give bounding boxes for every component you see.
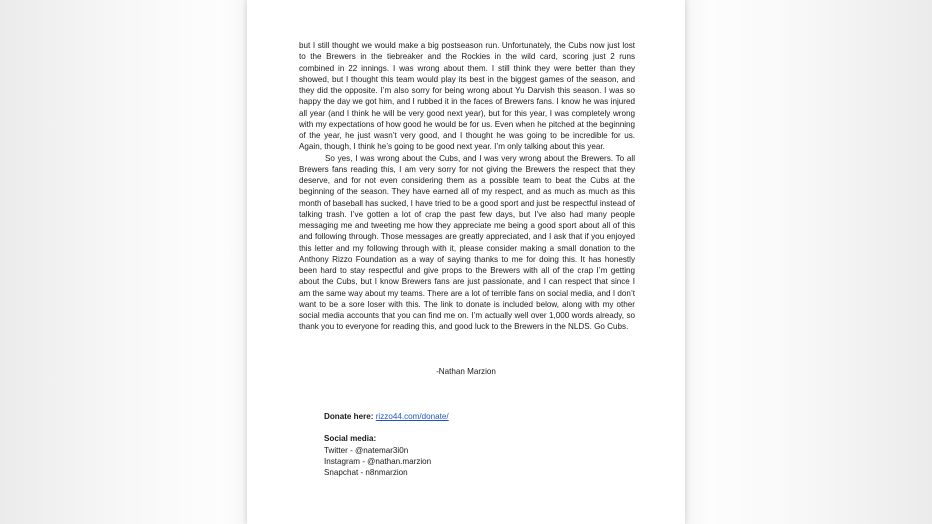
letter-paragraph-1: but I still thought we would make a big postseason run. Unfortunately, the Cubs now just lost to the Brewers in the tiebreaker and the Rockies in the wild card, scoring just 2 runs combined in 22 innings. I was wrong about them. I still think they were better than they showed, but I thought this team would play its best in the biggest games of the season, and they did the opposite. I’m also sorry for being wrong about Yu Darvish this season. I was so happy the day we got him, and I rubbed it in the faces of Brewers fans. I know he was injured all year (and I think he will be very good next year), but for this year, I was completely wrong with my expectations of how good he would be for us. Even when he pitched at the beginning of the year, he just wasn’t very good, and I thought he was going to be incredible for us. Again, though, I think he’s going to be good next year. I’m only talking about this year. bbox=[299, 41, 635, 152]
social-instagram: Instagram - @nathan.marzion bbox=[324, 456, 432, 466]
donate-row bbox=[324, 411, 449, 422]
signature: -Nathan Marzion bbox=[436, 367, 496, 376]
letter-body bbox=[299, 40, 635, 333]
social-twitter: Twitter - @natemar3i0n bbox=[324, 445, 409, 455]
donate-label: Donate here: bbox=[324, 412, 374, 421]
social-heading: Social media: bbox=[324, 434, 377, 444]
links-section bbox=[324, 411, 449, 478]
letter-paragraph-2: So yes, I was wrong about the Cubs, and I was very wrong about the Brewers. To all Brewers fans reading this, I am very sorry for not giving the Brewers the respect that they deserve, and for not even considering them as a possible team to beat the Cubs at the beginning of the season. They have earned all of my respect, and as much as much as this month of baseball has sucked, I have tried to be a good sport and just be respectful instead of talking trash. I’ve gotten a lot of crap the past few days, but I’ve also had many people messaging me and tweeting me how they appreciate me being a good sport about all of this and following through. Those messages are greatly appreciated, and I ask that if you enjoyed this letter and my following through with it, please consider making a small donation to the Anthony Rizzo Foundation as a way of saying thanks to me for doing this. It has honestly been hard to stay respectful and give props to the Brewers with all of the crap I’m getting about the Cubs, but I know Brewers fans are just passionate, and I can respect that since I am the same way about my teams. There are a lot of terrible fans on social media, and I don’t want to be a sore loser with this. The link to donate is included below, along with my other social media accounts that you can find me on. I’m actually well over 1,000 words already, so thank you to everyone for reading this, and good luck to the Brewers in the NLDS. Go Cubs. bbox=[299, 153, 635, 332]
document-page bbox=[247, 0, 685, 524]
social-snapchat: Snapchat - n8nmarzion bbox=[324, 468, 408, 478]
donate-link[interactable]: rizzo44.com/donate/ bbox=[375, 412, 449, 421]
